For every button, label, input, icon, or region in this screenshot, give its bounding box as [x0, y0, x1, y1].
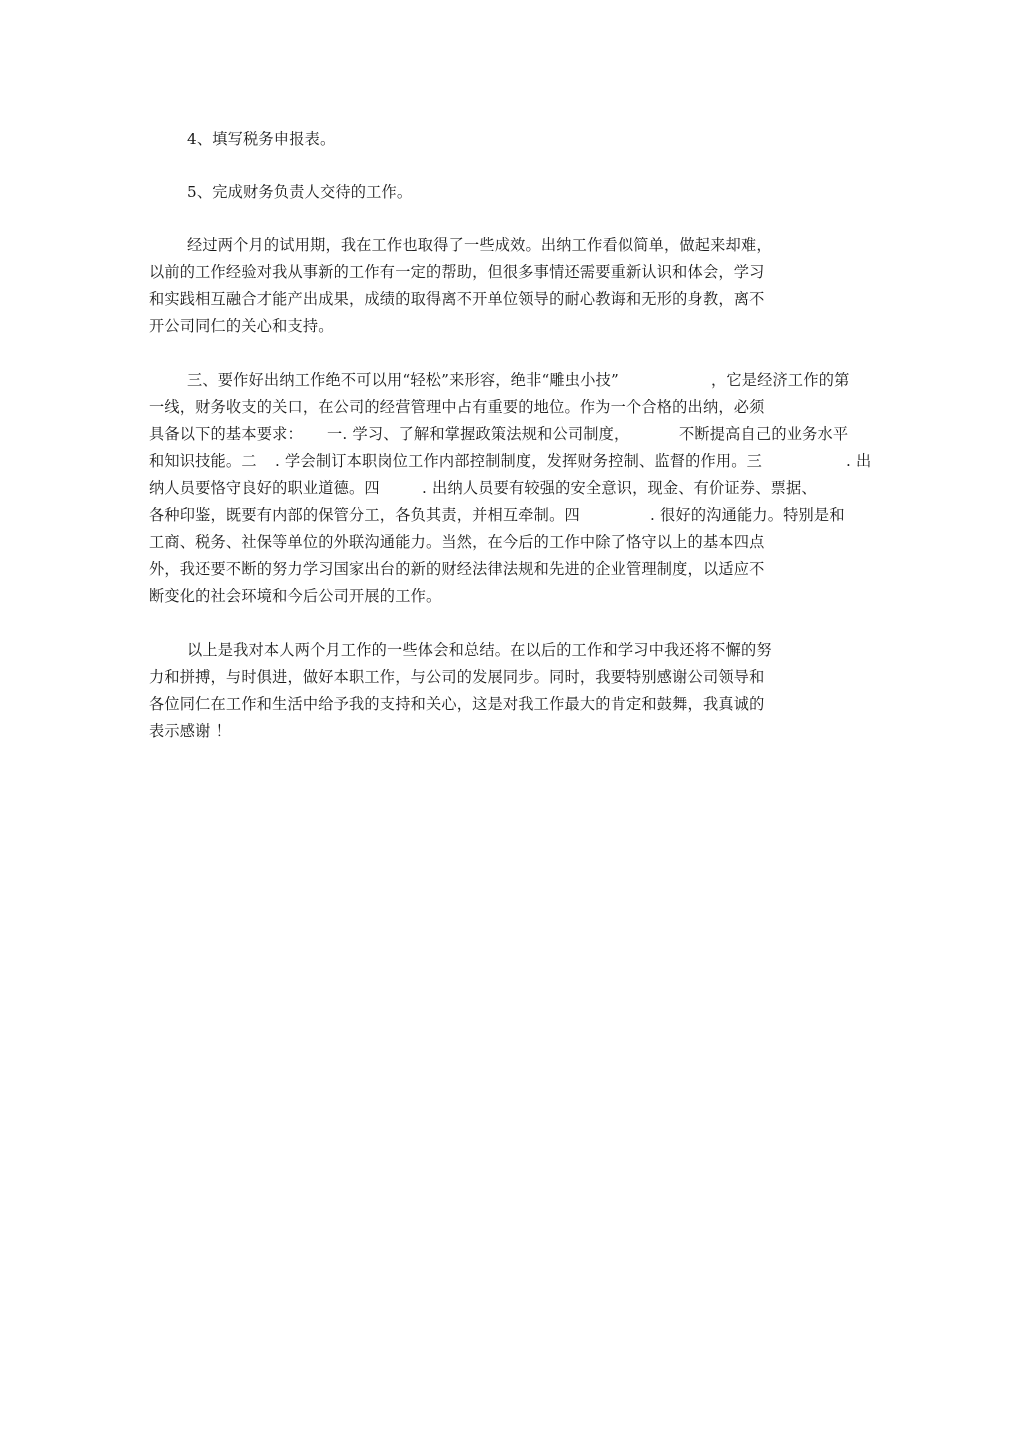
paragraph-line-text: 和实践相互融合才能产出成果，成绩的取得离不开单位领导的耐心教诲和无形的身教，离不	[149, 290, 765, 308]
paragraph-line-text: 一. 学习、了解和掌握政策法规和公司制度，	[327, 425, 630, 443]
paragraph-line-text: 断变化的社会环境和今后公司开展的工作。	[149, 587, 442, 605]
paragraph-line-text: 开公司同仁的关心和支持。	[149, 317, 334, 335]
paragraph-line-text: 纳人员要恪守良好的职业道德。四	[149, 479, 380, 497]
list-item-text: 5、完成财务负责人交待的工作。	[187, 183, 413, 201]
paragraph-line-text: 力和拼搏，与时俱进，做好本职工作，与公司的发展同步。同时，我要特别感谢公司领导和	[149, 668, 765, 686]
paragraph-line-text: 经过两个月的试用期，我在工作也取得了一些成效。出纳工作看似简单，做起来却难，	[187, 236, 772, 254]
paragraph-line-text: 和知识技能。二	[149, 452, 257, 470]
paragraph-line-text: 以上是我对本人两个月工作的一些体会和总结。在以后的工作和学习中我还将不懈的努	[187, 641, 772, 659]
paragraph-line-text: ，它是经济工作的第	[711, 371, 850, 389]
paragraph-line-text: 三、要作好出纳工作绝不可以用“轻松”来形容，绝非“雕虫小技”	[187, 371, 619, 389]
paragraph-line-text: 一线，财务收支的关口，在公司的经营管理中占有重要的地位。作为一个合格的出纳，必须	[149, 398, 765, 416]
paragraph-line-text: 外，我还要不断的努力学习国家出台的新的财经法律法规和先进的企业管理制度，以适应不	[149, 560, 765, 578]
paragraph-line-text: 各位同仁在工作和生活中给予我的支持和关心，这是对我工作最大的肯定和鼓舞，我真诚的	[149, 695, 765, 713]
paragraph-line-text: 不断提高自己的业务水平	[679, 425, 849, 443]
paragraph-line-text: . 出	[846, 452, 872, 470]
paragraph-line-text: . 学会制订本职岗位工作内部控制制度，发挥财务控制、监督的作用。三	[275, 452, 763, 470]
paragraph-line-text: 工商、税务、社保等单位的外联沟通能力。当然，在今后的工作中除了恪守以上的基本四点	[149, 533, 765, 551]
paragraph-line-text: 以前的工作经验对我从事新的工作有一定的帮助，但很多事情还需要重新认识和体会，学习	[149, 263, 765, 281]
list-item-text: 4、填写税务申报表。	[187, 130, 336, 148]
paragraph-line-text: 具备以下的基本要求：	[149, 425, 303, 443]
paragraph-line-text: 各种印鉴，既要有内部的保管分工，各负其责，并相互牵制。四	[149, 506, 580, 524]
paragraph-line-text: 表示感谢 ！	[149, 722, 231, 740]
paragraph-line-text: . 出纳人员要有较强的安全意识，现金、有价证券、票据、	[422, 479, 817, 497]
paragraph-line-text: . 很好的沟通能力。特别是和	[650, 506, 845, 524]
